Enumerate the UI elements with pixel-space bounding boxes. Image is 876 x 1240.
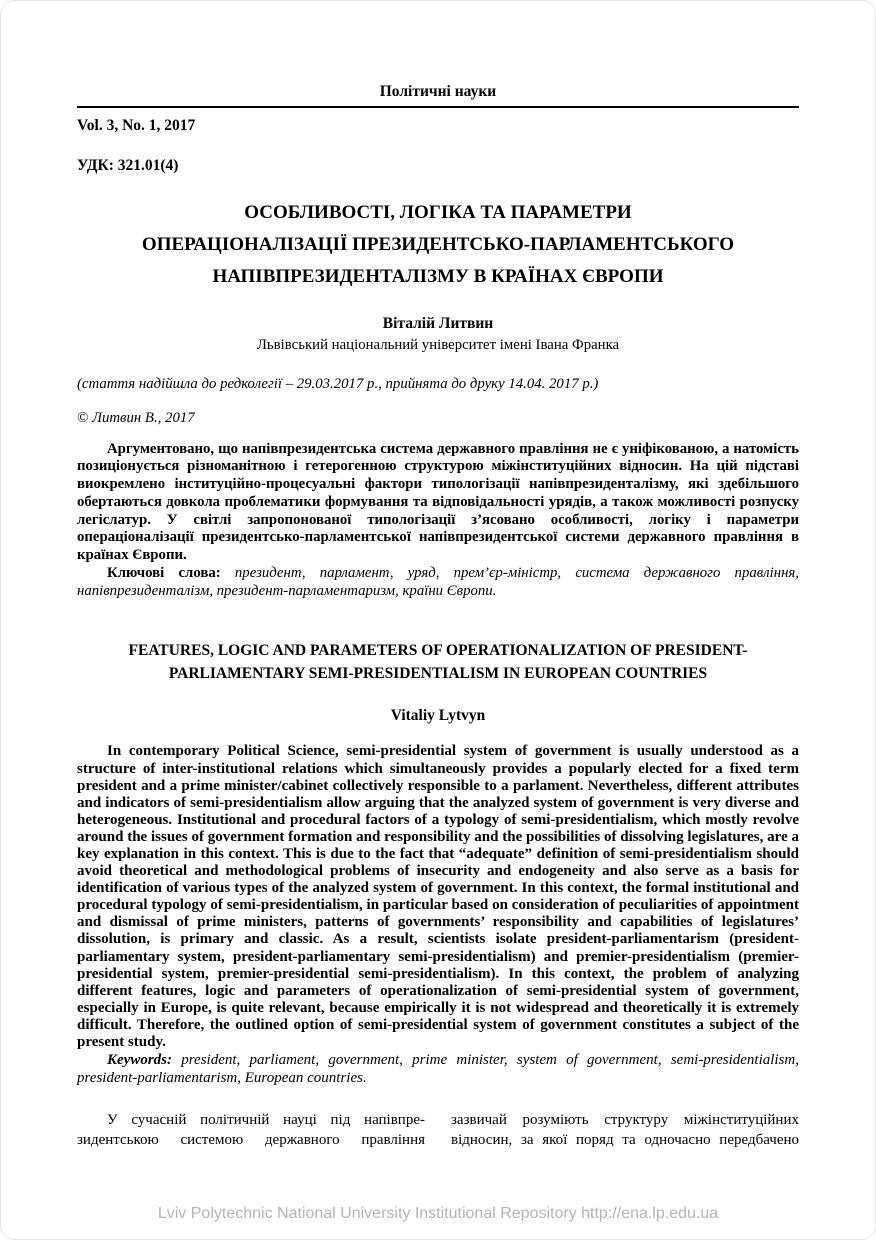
author-name-en: Vitaliy Lytvyn [390, 707, 486, 725]
body-left-line-1: У сучасній політичній науці під напівпре- [107, 1112, 425, 1129]
udc-code: УДК: 321.01(4) [77, 157, 179, 174]
repository-footer: Lviv Polytechnic National University Institutional Repository http://ena.lp.edu.ua [157, 1205, 719, 1222]
author-affiliation: Львівський національний університет імені Івана Франка [256, 336, 620, 353]
article-title-uk [77, 197, 799, 293]
body-right-line-1: зазвичай розуміють структуру міжінституційних [451, 1112, 799, 1129]
body-right-line-2: відносин, за якої поряд та одночасно передбачено [451, 1131, 799, 1148]
journal-section-header: Політичні науки [77, 83, 799, 108]
keywords-en-label: Keywords: [107, 1052, 172, 1069]
body-right-column [451, 1111, 799, 1150]
abstract-uk: Аргументовано, що напівпрезидентська система державного правління не є уніфікованою, а натомість позиціонується різноманітною і гетерогенною структурою міжінституційних відносин. На цій підставі виокремлено інституційно-процесуальні фактори типологізації напівпрезиденталізму, які здебільшого обертаються довкола проблематики формування та відповідальності урядів, а також можливості розпуску легіслатур. У світлі запропонованої типологізації з’ясовано особливості, логіку і параметри операціоналізації президентсько-парламентської напівпрезидентської системи державного правління в країнах Європи. [77, 440, 799, 564]
abstract-en: In contemporary Political Science, semi-presidential system of government is usually understood as a structure of inter-institutional relations which simultaneously provides a popularly elected for a fixed term president and a prime minister/cabinet collectively responsible to a parlament. Nevertheless, different attributes and indicators of semi-presidentialism allow arguing that the analyzed system of government is very diverse and heterogeneous. Institutional and procedural factors of a typology of semi-presidentialism, which mostly revolve around the issues of government formation and responsibility and the possibilities of dissolving legislatures, are a key explanation in this context. This is due to the fact that “adequate” definition of semi-presidentialism should avoid theoretical and methodological problems of insecurity and endogeneity and also serve as a basis for identification of various types of the analyzed system of government. In this context, the formal institutional and procedural typology of semi-presidentialism, in particular based on consideration of peculiarities of appointment and dismissal of prime ministers, patterns of governments’ responsibility and capabilities of legislatures’ dissolution, is primary and classic. As a result, scientists isolate president-parliamentarism (president-parliamentary system, president-parliamentary semi-presidentialism) and premier-presidentialism (premier-presidential system, premier-presidential semi-presidentialism). In this context, the problem of analyzing different features, logic and parameters of operationalization of semi-presidential system of government, especially in Europe, is quite relevant, because empirically it is not widespread and theoretically it is extremely difficult. Therefore, the outlined option of semi-presidential system of government constitutes a subject of the present study. [77, 743, 799, 1050]
keywords-en-text: president, parliament, government, prime minister, system of government, semi-presidentialism, president-parliamentarism, European countries. [77, 1052, 800, 1087]
article-title-en-line-1: FEATURES, LOGIC AND PARAMETERS OF OPERATIONALIZATION OF PRESIDENT- [128, 642, 748, 660]
article-title-en-line-2: PARLIAMENTARY SEMI-PRESIDENTIALISM IN EUROPEAN COUNTRIES [168, 664, 708, 682]
keywords-uk-text: президент, парламент, уряд, прем’єр-міністр, система державного правління, напівпрезиденталізм, президент-парламентаризм, країни Європи. [77, 564, 799, 599]
volume-issue-line: Vol. 3, No. 1, 2017 [77, 117, 196, 134]
author-name-uk: Віталій Литвин [382, 314, 494, 332]
received-accepted-note: (стаття надійшла до редколегії – 29.03.2017 р., прийнята до друку 14.04. 2017 р.) [77, 375, 599, 392]
article-title-uk-line-3: НАПІВПРЕЗИДЕНТАЛІЗМУ В КРАЇНАХ ЄВРОПИ [212, 265, 664, 287]
keywords-uk-label: Ключові слова: [107, 564, 221, 581]
keywords-uk [77, 565, 799, 601]
copyright-line: © Литвин В., 2017 [77, 409, 195, 426]
article-title-uk-line-1: ОСОБЛИВОСТІ, ЛОГІКА ТА ПАРАМЕТРИ [244, 202, 632, 223]
keywords-en [77, 1051, 799, 1087]
article-title-en [77, 640, 799, 685]
article-title-uk-line-2: ОПЕРАЦІОНАЛІЗАЦІЇ ПРЕЗИДЕНТСЬКО-ПАРЛАМЕНТСЬКОГО [141, 233, 735, 255]
body-left-column [77, 1111, 425, 1150]
body-left-line-2: зидентською системою державного правління [77, 1131, 425, 1148]
body-two-columns [77, 1111, 799, 1150]
